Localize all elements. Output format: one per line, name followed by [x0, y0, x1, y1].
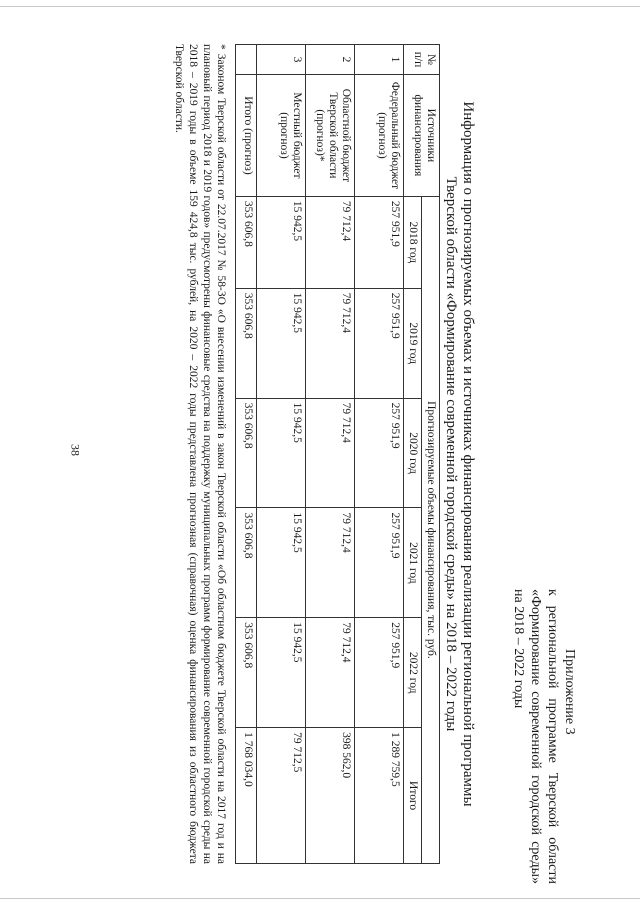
row-num: 1: [355, 45, 404, 75]
row-source: Федеральный бюджет (прогноз): [355, 74, 404, 196]
appendix-word: «Формирование: [528, 589, 543, 686]
document-title: [442, 24, 476, 884]
cell-value: 353 606,8: [236, 196, 257, 288]
footnote: * Законом Тверской области от 22.07.2017 № 58-ЗО «О внесении изменений в закон Тверской области «Об областном бюджете Тверской области на 2017 год и на плановый период 2018 и 2019 годов» предусмотрены финансовые средства на поддержку муниципальных программ формирование современной городской среды на 2018 – 2019 годы в объеме 159 424,8 тыс. рублей, на 2020 – 2022 годы представлена прогнозная (справочная) оценка финансирования из областного бюджета Тверской области.: [173, 44, 227, 864]
header-total: Итого: [404, 728, 422, 864]
row-num: [236, 45, 257, 75]
appendix-line-3: [527, 589, 544, 884]
appendix-header: [488, 24, 578, 884]
cell-value: 257 951,9: [355, 196, 404, 288]
cell-value: 15 942,5: [257, 508, 306, 618]
cell-value: 79 712,4: [306, 398, 355, 508]
table-row: [257, 45, 306, 864]
cell-value: 79 712,4: [306, 288, 355, 398]
title-line-1: Информация о прогнозируемых объемах и источниках финансирования реализации региональной программы: [460, 101, 476, 807]
rotated-page: [50, 24, 590, 884]
cell-value: 79 712,4: [306, 196, 355, 288]
header-year: 2020 год: [404, 398, 422, 508]
header-year: 2022 год: [404, 618, 422, 728]
row-source: Областной бюджет Тверской области (прогноз)*: [306, 74, 355, 196]
appendix-word: Тверской: [545, 772, 560, 828]
row-num: 3: [257, 45, 306, 75]
scan-edge-bottom: [0, 898, 640, 899]
header-num: № п/п: [404, 45, 440, 75]
table-row: [355, 45, 404, 864]
cell-total: 1 289 759,5: [355, 728, 404, 864]
cell-value: 353 606,8: [236, 508, 257, 618]
appendix-word: современной: [528, 691, 543, 769]
table-total-row: [236, 45, 257, 864]
cell-value: 79 712,4: [306, 618, 355, 728]
appendix-line-2: [544, 589, 561, 884]
appendix-line-1: [561, 589, 578, 884]
row-num: 2: [306, 45, 355, 75]
header-source: Источники финансирования: [404, 74, 440, 196]
cell-total: 1 768 034,0: [236, 728, 257, 864]
appendix-word: среды»: [528, 841, 543, 884]
cell-value: 257 951,9: [355, 508, 404, 618]
table-header-row: [422, 45, 440, 864]
header-year: 2018 год: [404, 196, 422, 288]
header-year: 2021 год: [404, 508, 422, 618]
header-group: Прогнозируемые объемы финансирования, тыс. руб.: [422, 196, 440, 863]
cell-value: 15 942,5: [257, 196, 306, 288]
cell-value: 257 951,9: [355, 618, 404, 728]
cell-value: 353 606,8: [236, 398, 257, 508]
row-source: Местный бюджет (прогноз): [257, 74, 306, 196]
appendix-word: области: [545, 837, 560, 884]
cell-value: 15 942,5: [257, 618, 306, 728]
page-number: 38: [68, 444, 83, 456]
appendix-title: Приложение 3: [562, 649, 577, 735]
financing-table: [235, 44, 440, 864]
appendix-line-4: [510, 589, 527, 884]
cell-total: 398 562,0: [306, 728, 355, 864]
cell-value: 79 712,4: [306, 508, 355, 618]
appendix-word: региональной: [545, 605, 560, 689]
appendix-word: городской: [528, 775, 543, 835]
cell-value: 257 951,9: [355, 288, 404, 398]
header-year: 2019 год: [404, 288, 422, 398]
cell-value: 15 942,5: [257, 288, 306, 398]
title-line-2: Тверской области «Формирование современной городской среды» на 2018 – 2022 годы: [443, 176, 459, 732]
total-label: Итого (прогноз): [236, 74, 257, 196]
appendix-years: на 2018 – 2022 годы: [511, 589, 526, 709]
scan-edge-top: [0, 6, 640, 7]
cell-value: 15 942,5: [257, 398, 306, 508]
table-row: [306, 45, 355, 864]
cell-total: 79 712,5: [257, 728, 306, 864]
appendix-word: программе: [545, 698, 560, 763]
appendix-word: к: [545, 589, 560, 596]
cell-value: 353 606,8: [236, 618, 257, 728]
cell-value: 257 951,9: [355, 398, 404, 508]
cell-value: 353 606,8: [236, 288, 257, 398]
